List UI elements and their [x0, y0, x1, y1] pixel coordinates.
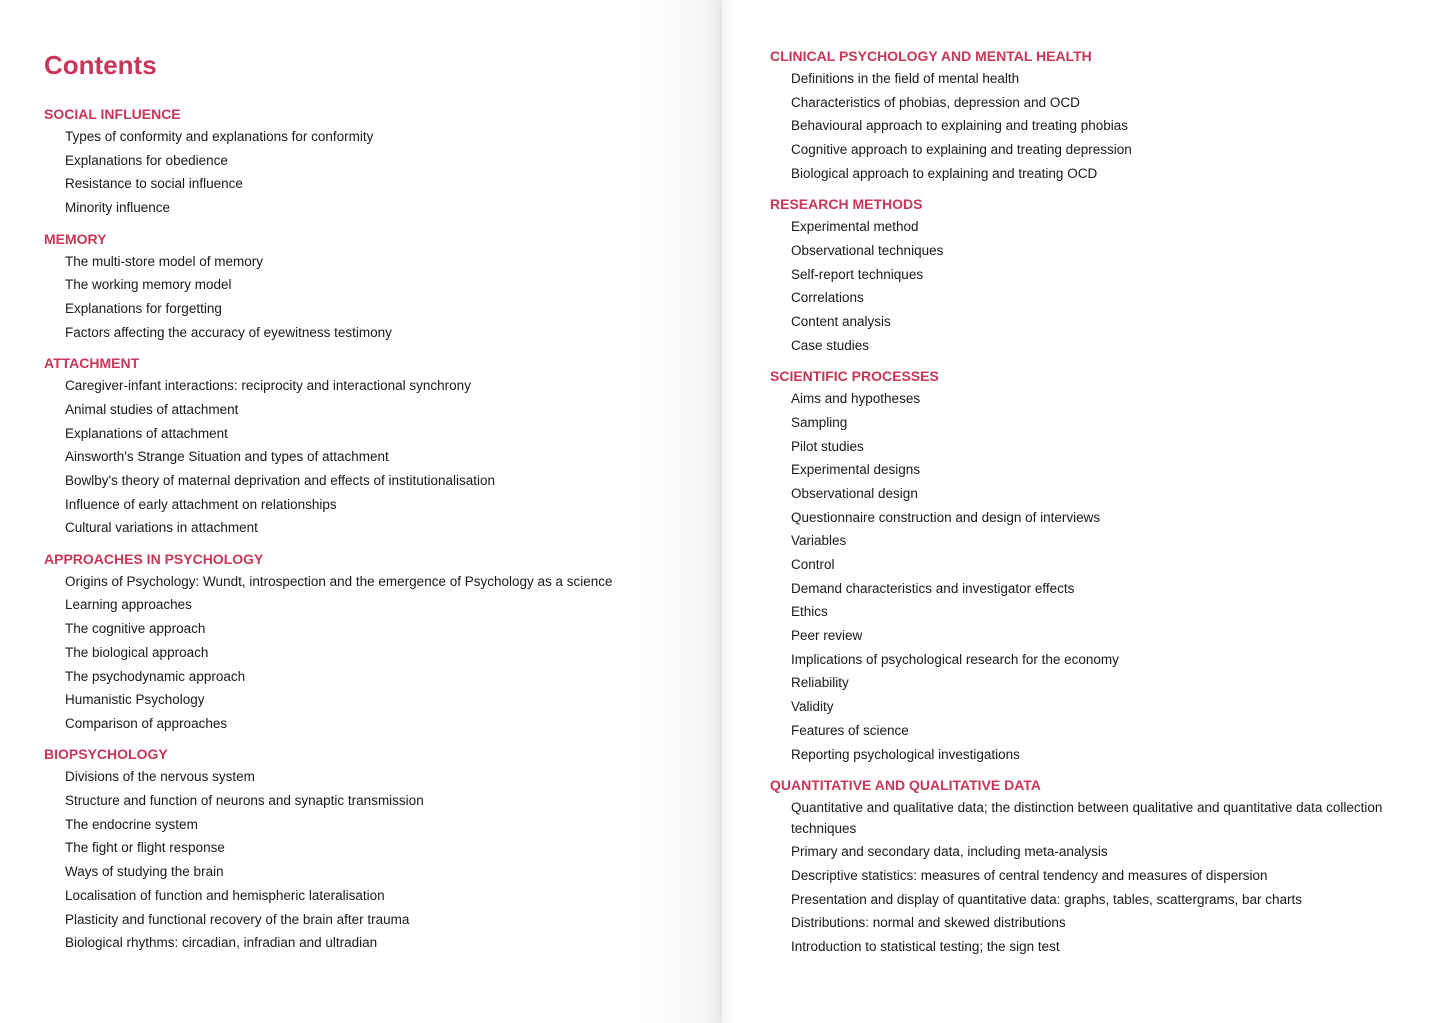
toc-entry[interactable]: Correlations [791, 290, 864, 306]
toc-entry[interactable]: Resistance to social influence [65, 176, 243, 192]
toc-entry[interactable]: Reliability [791, 675, 849, 691]
toc-section-attachment [44, 353, 694, 539]
toc-entry[interactable]: Self-report techniques [791, 266, 924, 282]
toc-entry[interactable]: Cultural variations in attachment [65, 520, 258, 536]
section-item-list [44, 127, 694, 219]
toc-entry[interactable]: Sampling [791, 414, 848, 430]
section-heading[interactable]: ATTACHMENT [44, 355, 140, 372]
section-heading[interactable]: BIOPSYCHOLOGY [44, 746, 168, 763]
toc-entry[interactable]: Minority influence [65, 200, 171, 216]
toc-entry[interactable]: Humanistic Psychology [65, 692, 205, 708]
toc-entry[interactable]: Explanations of attachment [65, 425, 228, 441]
toc-entry[interactable]: Cognitive approach to explaining and treating depression [791, 142, 1132, 158]
toc-section-memory [44, 229, 694, 344]
toc-entry[interactable]: Behavioural approach to explaining and treating phobias [791, 118, 1128, 134]
section-item-list [770, 798, 1390, 957]
toc-section-clinical-psychology-and-mental-health [770, 46, 1390, 184]
toc-entry[interactable]: Comparison of approaches [65, 715, 228, 731]
toc-entry[interactable]: The fight or flight response [65, 840, 225, 856]
section-heading[interactable]: MEMORY [44, 230, 107, 247]
page-title: Contents [44, 50, 157, 80]
toc-entry[interactable]: Caregiver-infant interactions: reciprocity and interactional synchrony [65, 378, 471, 394]
toc-entry[interactable]: Plasticity and functional recovery of the brain after trauma [65, 911, 410, 927]
toc-entry[interactable]: Influence of early attachment on relationships [65, 496, 337, 512]
left-page [0, 0, 722, 1023]
toc-entry[interactable]: Structure and function of neurons and synaptic transmission [65, 793, 424, 809]
section-heading[interactable]: SOCIAL INFLUENCE [44, 106, 181, 122]
toc-entry[interactable]: Presentation and display of quantitative data: graphs, tables, scattergrams, bar charts [791, 891, 1303, 907]
toc-entry[interactable]: Localisation of function and hemispheric lateralisation [65, 887, 385, 903]
section-item-list [770, 69, 1390, 184]
toc-entry[interactable]: Biological rhythms: circadian, infradian and ultradian [65, 935, 378, 951]
toc-entry[interactable]: Validity [791, 699, 834, 715]
toc-entry[interactable]: Explanations for obedience [65, 152, 228, 168]
toc-entry[interactable]: Factors affecting the accuracy of eyewitness testimony [65, 324, 392, 340]
section-item-list [770, 217, 1390, 356]
toc-entry[interactable]: Content analysis [791, 314, 891, 329]
toc-entry[interactable]: Characteristics of phobias, depression and OCD [791, 94, 1080, 110]
toc-section-quantitative-and-qualitative-data [770, 775, 1390, 957]
toc-entry[interactable]: Biological approach to explaining and treating OCD [791, 165, 1098, 181]
toc-section-social-influence [44, 104, 694, 219]
toc-section-research-methods [770, 194, 1390, 356]
toc-entry[interactable]: Origins of Psychology: Wundt, introspection and the emergence of Psychology as a science [65, 573, 613, 589]
section-item-list [770, 389, 1390, 765]
toc-entry[interactable]: The multi-store model of memory [65, 253, 264, 269]
toc-entry[interactable]: Divisions of the nervous system [65, 769, 255, 785]
toc-entry[interactable]: Variables [791, 533, 847, 549]
toc-entry[interactable]: Observational design [791, 485, 918, 501]
toc-entry[interactable]: The endocrine system [65, 816, 198, 832]
toc-entry[interactable]: Definitions in the field of mental health [791, 71, 1020, 86]
toc-entry[interactable]: Animal studies of attachment [65, 401, 239, 417]
section-heading[interactable]: QUANTITATIVE AND QUALITATIVE DATA [770, 777, 1041, 793]
section-heading[interactable]: SCIENTIFIC PROCESSES [770, 368, 939, 385]
toc-section-biopsychology [44, 744, 694, 953]
toc-entry[interactable]: Experimental method [791, 219, 919, 235]
toc-entry[interactable]: Quantitative and qualitative data; the distinction between qualitative and quantitative data collection techniques [791, 800, 1383, 836]
toc-entry[interactable]: Primary and secondary data, including meta-analysis [791, 844, 1108, 860]
toc-entry[interactable]: Reporting psychological investigations [791, 746, 1020, 762]
toc-entry[interactable]: The biological approach [65, 644, 209, 660]
toc-entry[interactable]: Ainsworth's Strange Situation and types of attachment [65, 449, 389, 465]
toc-entry[interactable]: Ethics [791, 604, 828, 620]
section-heading[interactable]: RESEARCH METHODS [770, 196, 923, 213]
section-heading[interactable]: CLINICAL PSYCHOLOGY AND MENTAL HEALTH [770, 48, 1092, 64]
toc-entry[interactable]: Demand characteristics and investigator effects [791, 580, 1075, 596]
toc-entry[interactable]: Experimental designs [791, 462, 921, 478]
toc-entry[interactable]: Implications of psychological research for the economy [791, 651, 1119, 667]
toc-entry[interactable]: The working memory model [65, 277, 232, 293]
toc-entry[interactable]: Ways of studying the brain [65, 864, 224, 880]
toc-entry[interactable]: The cognitive approach [65, 621, 206, 637]
toc-entry[interactable]: Features of science [791, 722, 909, 738]
section-item-list [44, 376, 694, 539]
toc-entry[interactable]: Case studies [791, 337, 870, 353]
toc-entry[interactable]: Pilot studies [791, 438, 864, 454]
toc-section-scientific-processes [770, 366, 1390, 765]
toc-entry[interactable]: The psychodynamic approach [65, 668, 246, 684]
toc-entry[interactable]: Aims and hypotheses [791, 391, 921, 407]
toc-entry[interactable]: Distributions: normal and skewed distributions [791, 915, 1066, 931]
section-heading[interactable]: APPROACHES IN PSYCHOLOGY [44, 550, 264, 567]
right-contents-column [770, 46, 1390, 967]
section-item-list [44, 767, 694, 953]
toc-entry[interactable]: Learning approaches [65, 597, 192, 613]
left-contents-column [44, 104, 694, 964]
toc-entry[interactable]: Descriptive statistics: measures of central tendency and measures of dispersion [791, 867, 1268, 883]
toc-section-approaches-in-psychology [44, 549, 694, 735]
toc-entry[interactable]: Questionnaire construction and design of interviews [791, 509, 1101, 525]
toc-entry[interactable]: Control [791, 557, 835, 572]
toc-entry[interactable]: Types of conformity and explanations for conformity [65, 129, 374, 144]
section-item-list [44, 252, 694, 344]
right-page [722, 0, 1445, 1023]
section-item-list [44, 572, 694, 735]
toc-entry[interactable]: Explanations for forgetting [65, 300, 222, 316]
toc-entry[interactable]: Observational techniques [791, 242, 944, 258]
toc-entry[interactable]: Peer review [791, 628, 863, 644]
toc-entry[interactable]: Introduction to statistical testing; the sign test [791, 938, 1060, 954]
toc-entry[interactable]: Bowlby's theory of maternal deprivation and effects of institutionalisation [65, 472, 496, 488]
